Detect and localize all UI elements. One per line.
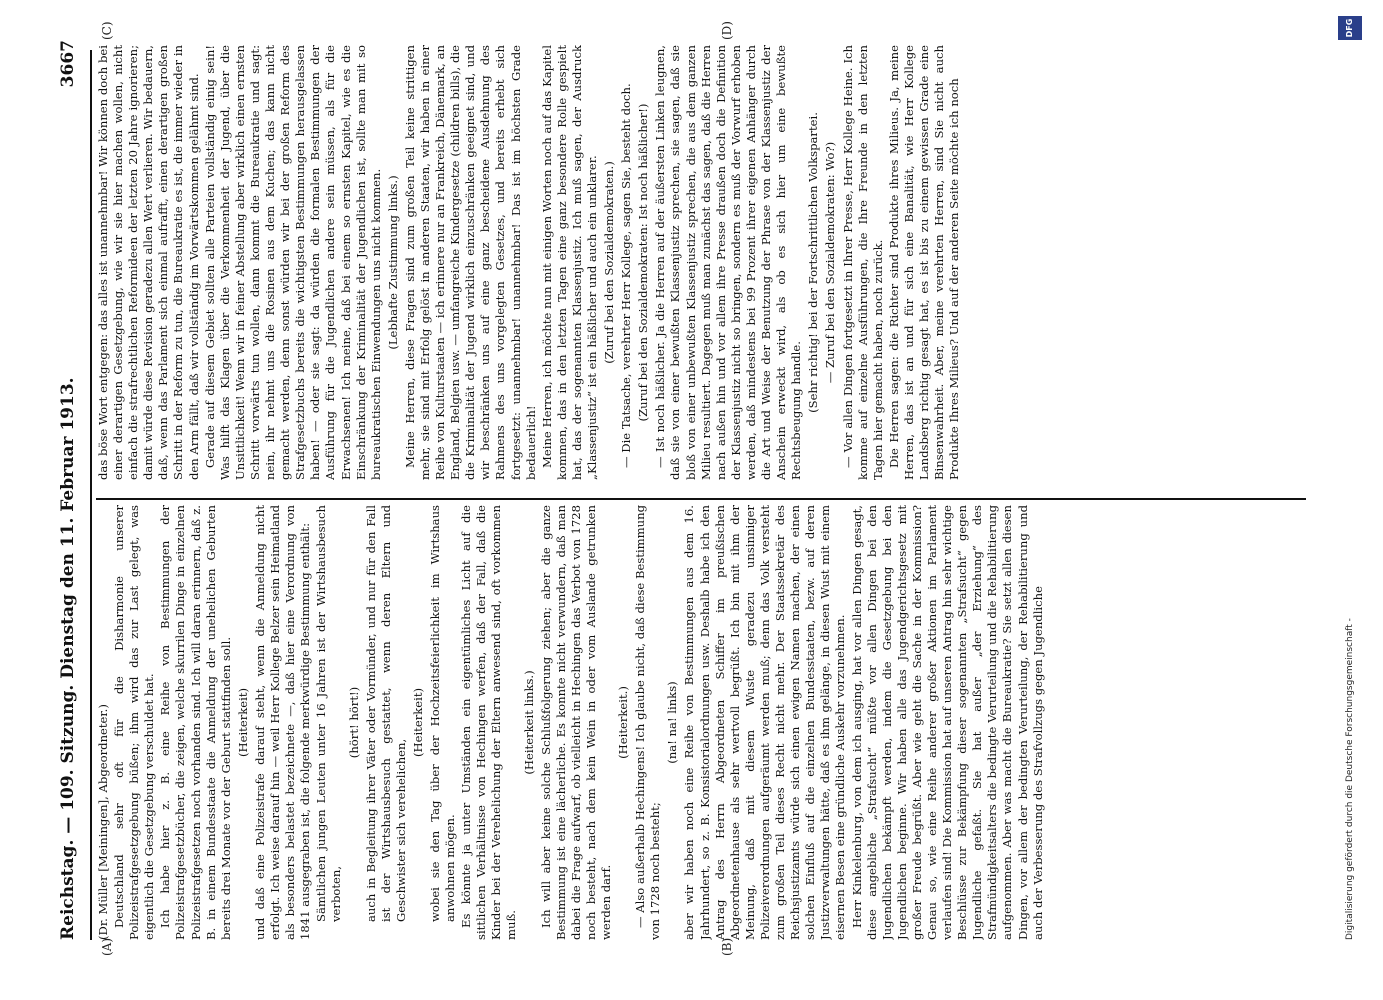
right-column (96, 45, 1306, 480)
dfg-logo: DFG (1338, 16, 1362, 40)
paragraph: das böse Wort entgegen: das alles ist unannehmbar! Wir können doch bei einer derartigen Gesetzgebung, wie wir sie hier machen wollen, nicht einfach die strafrechtlichen Reformideen der letzten 20 Jahre ignorieren; damit würde diese Revision geradezu allen Wert verlieren. Wir bedauern, daß, wenn das Parlament sich einmal aufrafft, einen derartigen großen Schritt in der Reform zu tun, die Bureaukratie es ist, die immer wieder in den Arm fällt, daß wir vollständig im Vorwärtskommen gelähmt sind. (96, 45, 201, 480)
paragraph: und daß eine Polizeistrafe darauf steht, wenn die Anmeldung nicht erfolgt. Ich weise darauf hin — weil Herr Kollege Belzer sein Heimatland als besonders belastet bezeichnete —, daß hier eine Verordnung von 1841 ausgegraben ist, die folgende merkwürdige Bestimmung enthält: (252, 505, 313, 940)
column-divider (96, 498, 1306, 500)
interjection: (na! na! links) (665, 681, 680, 764)
paragraph: Meine Herren, ich möchte nun mit einigen Worten noch auf das Kapitel kommen, das in den letzten Tagen eine ganz besondere Rolle gespielt hat, das der sogenannten Klassenjustiz. Ich muß sagen, der Ausdruck „Klassenjustiz“ ist ein häßlicher und auch ein unklarer. (539, 45, 599, 480)
interjection: (hört! hört!) (346, 686, 361, 759)
interjection: (Zuruf bei den Sozialdemokraten.) (602, 161, 617, 364)
paragraph: Herr Kinkelenburg, von dem ich ausging, hat vor allen Dingen gesagt, diese angebliche „Strafsucht“ müßte vor allen Dingen bei den Jugendlichen bekämpft werden, indem die Gesetzgebung bei den Jugendlichen beginne. Wir haben alle das Jugendgerichtsgesetz mit großer Freude begrüßt. Aber wie geht die Sache in der Kommission? Genau so, wie eine Reihe anderer großer Aktionen im Parlament verlaufen sind! Die Kommission hat auf unseren Antrag hin sehr wichtige Beschlüsse zur Bekämpfung dieser sogenannten „Strafsucht“ gegen Jugendliche gefaßt. Sie hat außer „der Erziehung“ des Strafmündigkeitsalters die bedingte Verurteilung und die Rehabilitierung aufgenommen. Aber was macht die Bureaukratie? Sie setzt allen diesen Dingen, vor allem der bedingten Verurteilung, der Rehabilitierung und auch der Verbesserung des Strafvollzugs gegen Jugendliche (849, 505, 1045, 940)
paragraph: Ich will aber keine solche Schlußfolgerung ziehen; aber die ganze Bestimmung ist eine lächerliche. Es konnte nicht verwundern, daß man dabei die Frage aufwarf, ob vielleicht in Hechingen das Verbot von 1728 noch besteht, nach dem kein Wein in oder vom Auslande getrunken werden darf. (538, 505, 613, 940)
paragraph: Deutschland sehr oft für die Disharmonie unserer Polizeistrafgesetzgebung büßen; ihm wird das zur Last gelegt, was eigentlich die Gesetzgebung verschuldet hat. (112, 505, 157, 940)
paragraph: Die Herren sagen: die Richter sind Produkte ihres Milieus. Ja, meine Herren, das ist an und für sich eine Banalität, wie Herr Kollege Landsberg richtig gesagt hat, es ist bis zu einem gewissen Grade eine Binsenwahrheit. Aber, meine verehrten Herren, sind Sie nicht auch Produkte Ihres Milieus? Und auf der anderen Seite möchte ich noch (886, 45, 962, 480)
paragraph: Gerade auf diesem Gebiet sollten alle Parteien vollständig einig sein! Was hilft das Klagen über die Verkommenheit der Jugend, über die Unsittlichkeit! Wenn wir in feiner Abstellung aber wirklich einen ernsten Schritt vorwärts tun wollen, dann kommt die Bureaukratie und sagt: nein, ihr nehmt uns die Rosinen aus dem Kuchen; das kann nicht gemacht werden, denn sonst würden wir bei der großen Reform des Strafgesetzbuchs bereits die wichtigsten Bestimmungen herausgelassen haben! — oder sie sagt: da würden die formalen Bestimmungen der Ausführung für die Jugendlichen andere sein müssen, als für die Erwachsenen! Ich meine, daß bei einem so ernsten Kapitel, wie es die Einschränkung der Kriminalität der Jugendlichen ist, sollte man mit so bureaukratischen Einwendungen uns nicht kommen. (202, 45, 383, 480)
interjection: (Heiterkeit.) (616, 686, 631, 759)
interjection: (Heiterkeit) (235, 687, 250, 758)
interjection: (Heiterkeit) (410, 687, 425, 758)
paragraph: aber wir haben noch eine Reihe von Bestimmungen aus dem 16. Jahrhundert, so z. B. Konsistorialordnungen usw. Deshalb habe ich den Antrag des Herrn Abgeordneten Schiffer im preußischen Abgeordnetenhause als sehr wertvoll begrüßt. Ich bin mit ihm der Meinung, daß mit diesem Wuste geradezu unsinniger Polizeiverordnungen aufgeräumt werden muß; denn das Volk versteht zum großen Teil dieses Recht nicht mehr. Der Staatssekretär des Reichsjustizamts würde sich einen ewigen Namen machen, der einen solchen Einfluß auf die einzelnen Bundesstaaten, bezw. auf deren Justizverwaltungen hätte, daß es ihm gelänge, in diesen Wust mit einem eisernen Besen eine gründliche Auskehr vorzunehmen. (682, 505, 848, 940)
header-rule (90, 50, 92, 940)
digitization-credit: Digitalisierung gefördert durch die Deutsche Forschungsgemeinschaft - (1345, 618, 1355, 940)
quotation: wobei sie den Tag über der Hochzeitsfeierlichkeit im Wirtshaus anwohnen mögen. (427, 505, 458, 922)
paragraph: — Ist noch häßlicher. Ja die Herren auf der äußersten Linken leugnen, daß sie von einer bewußten Klassenjustiz sprechen, sie sagen, daß sie bloß von einer unbewußten Klassenjustiz sprechen, die aus dem ganzen Milieu resultiert. Dagegen muß man zunächst das sagen, daß die Herren nach außen hin und vor allem ihre Presse draußen doch die Definition der Klassenjustiz nicht so bringen, sondern es muß der Vorwurf erhoben werden, daß mindestens bei 99 Prozent ihrer eigenen Anhänger durch die Art und Weise der Benutzung der Phrase von der Klassenjustiz der Anschein erweckt wird, als ob es sich hier um eine bewußte Rechtsbeugung handle. (653, 45, 804, 480)
interjection: (Lebhafte Zustimmung links.) (385, 175, 400, 350)
margin-marker-d: (D) (720, 21, 734, 40)
speaker-line: (Dr. Müller [Meiningen], Abgeordneter.) (96, 704, 110, 940)
margin-marker-c: (C) (100, 21, 114, 40)
paragraph: — Also außerhalb Hechingens! Ich glaube nicht, daß diese Bestimmung von 1728 noch besteht; (633, 505, 663, 940)
quotation: Sämtlichen jungen Leuten unter 16 Jahren ist der Wirtshausbesuch verboten, (314, 505, 344, 922)
paragraph: — Vor allen Dingen fortgesetzt in Ihrer Presse, Herr Kollege Heine. Ich komme auf einzelne Ausführungen, die Ihre Freunde in den letzten Tagen hier gemacht haben, noch zurück. (840, 45, 885, 480)
paragraph: Ich habe hier z. B. eine Reihe von Bestimmungen der Polizeistrafgesetzbücher, die zeigen, welche skurrilen Dinge in einzelnen Polizeistrafgesetzen noch vorhanden sind. Ich will daran erinnern, daß z. B. in einem Bundesstaate die Anmeldung der unehelichen Geburten bereits drei Monate vor der Geburt stattfinden soll. (158, 505, 233, 940)
interjection: — Zuruf bei den Sozialdemokraten: Wo?) (823, 141, 838, 384)
interjection: (Sehr richtig! bei der Fortschrittlichen Volkspartei. (806, 112, 821, 413)
paragraph: Es könnte ja unter Umständen ein eigentümliches Licht auf die sittlichen Verhältnisse von Hechingen werfen, daß der Fall, daß die Kinder bei der Verehelichung der Eltern anwesend sind, oft vorkommen muß. (459, 505, 519, 940)
interjection: (Zuruf bei den Sozialdemokraten: Ist noch häßlicher!) (636, 103, 651, 422)
left-column (96, 505, 1306, 940)
paragraph: Meine Herren, diese Fragen sind zum großen Teil keine strittigen mehr, sie sind mit Erfolg gelöst in anderen Staaten, wir haben in einer Reihe von Kulturstaaten — ich erinnere nur an Frankreich, Dänemark, an England, Belgien usw. — umfangreiche Kindergesetze (children bills), die die Kriminalität der Jugend wirklich einzuschränken geeignet sind, und wir beschränken uns auf eine ganz bescheidene Ausdehnung des Rahmens des uns vorgelegten Gesetzes, und bereits erhebt sich fortgesetzt: unannehmbar! unannehmbar! Das ist im höchsten Grade bedauerlich! (402, 45, 538, 480)
margin-marker-a: (A) (100, 937, 114, 956)
page-header (58, 40, 88, 940)
interjection: (Heiterkeit links.) (521, 670, 536, 775)
quotation: auch in Begleitung ihrer Väter oder Vormünder, und nur für den Fall ist der Wirtshausbesuch gestattet, wenn deren Eltern und Geschwister sich verehelichen, (363, 505, 408, 922)
running-head: Reichstag. — 109. Sitzung. Dienstag den 11. Februar 1913. (58, 377, 78, 940)
page-number: 3667 (58, 40, 78, 88)
margin-marker-b: (B) (720, 937, 734, 956)
paragraph: — Die Tatsache, verehrter Herr Kollege, sagen Sie, besteht doch. (619, 83, 634, 468)
